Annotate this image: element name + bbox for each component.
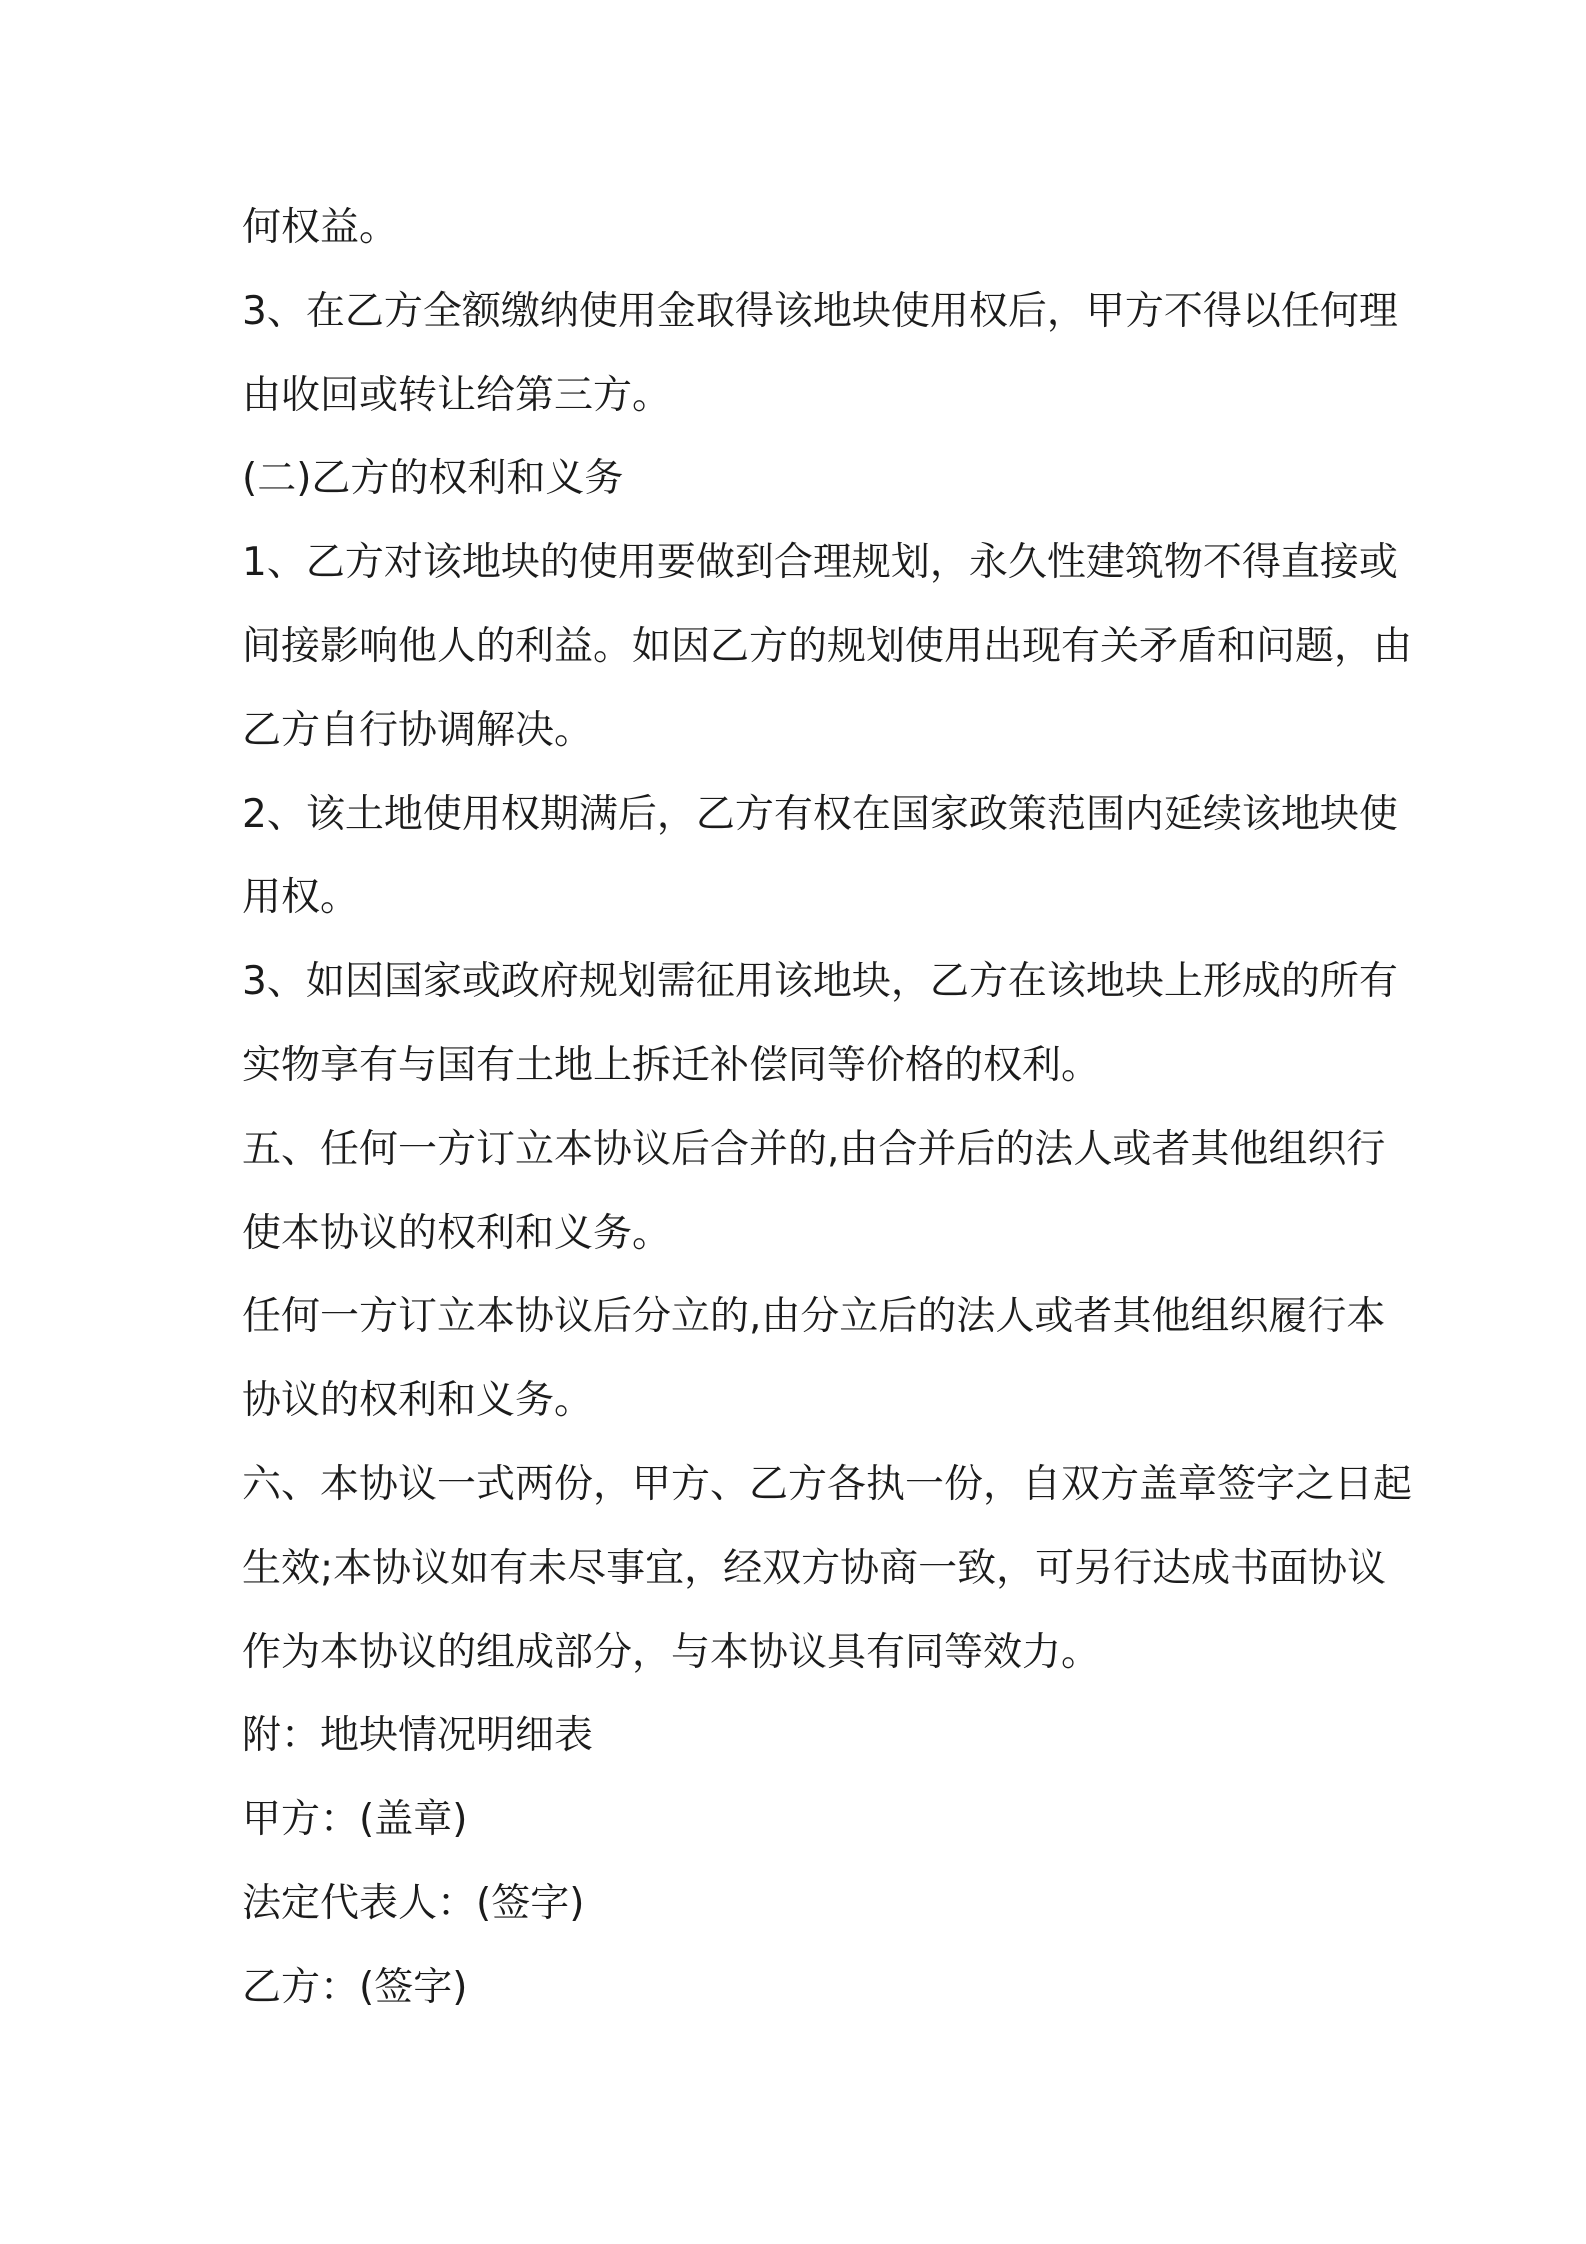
paragraph <box>242 1946 1356 2030</box>
text-line: 由收回或转让给第三方。 <box>242 372 672 418</box>
text-line: 使本协议的权利和义务。 <box>242 1210 672 1256</box>
paragraph <box>242 1443 1413 1694</box>
text-line: 3、如因国家或政府规划需征用该地块，乙方在该地块上形成的所有 <box>242 959 1398 1005</box>
text-line: 六、本协议一式两份，甲方、乙方各执一份，自双方盖章签字之日起 <box>242 1461 1413 1507</box>
text-line: 何权益。 <box>242 205 399 250</box>
text-line: 任何一方订立本协议后分立的,由分立后的法人或者其他组织履行本 <box>242 1294 1386 1340</box>
paragraph <box>242 521 1413 772</box>
text-line: 协议的权利和义务。 <box>242 1378 594 1424</box>
text-line: 乙方自行协调解决。 <box>242 707 594 753</box>
text-line: 实物享有与国有土地上拆迁补偿同等价格的权利。 <box>242 1042 1101 1088</box>
text-line: 甲方：(盖章) <box>242 1797 468 1843</box>
paragraph <box>242 270 1398 438</box>
paragraph <box>242 940 1398 1108</box>
text-line: 乙方：(签字) <box>242 1964 468 2010</box>
text-line: 2、该土地使用权期满后，乙方有权在国家政策范围内延续该地块使 <box>242 791 1398 837</box>
text-line: (二)乙方的权利和义务 <box>242 456 624 502</box>
paragraph <box>242 1862 1356 1946</box>
text-line: 生效;本协议如有未尽事宜，经双方协商一致，可另行达成书面协议 <box>242 1545 1387 1591</box>
text-line: 3、在乙方全额缴纳使用金取得该地块使用权后，甲方不得以任何理 <box>242 288 1398 334</box>
paragraph <box>242 1778 1356 1862</box>
text-line: 1、乙方对该地块的使用要做到合理规划，永久性建筑物不得直接或 <box>242 540 1398 586</box>
text-line: 五、任何一方订立本协议后合并的,由合并后的法人或者其他组织行 <box>242 1126 1386 1172</box>
paragraph <box>242 1694 1356 1778</box>
text-line: 法定代表人：(签字) <box>242 1880 585 1926</box>
paragraph <box>242 1275 1386 1443</box>
document-body <box>242 186 1413 2030</box>
paragraph <box>242 1108 1386 1276</box>
text-line: 用权。 <box>242 875 360 921</box>
paragraph <box>242 437 1356 521</box>
paragraph <box>242 773 1398 941</box>
text-line: 附：地块情况明细表 <box>242 1713 594 1759</box>
paragraph <box>242 186 1356 270</box>
text-line: 间接影响他人的利益。如因乙方的规划使用出现有关矛盾和问题，由 <box>242 623 1413 669</box>
text-line: 作为本协议的组成部分，与本协议具有同等效力。 <box>242 1629 1101 1675</box>
